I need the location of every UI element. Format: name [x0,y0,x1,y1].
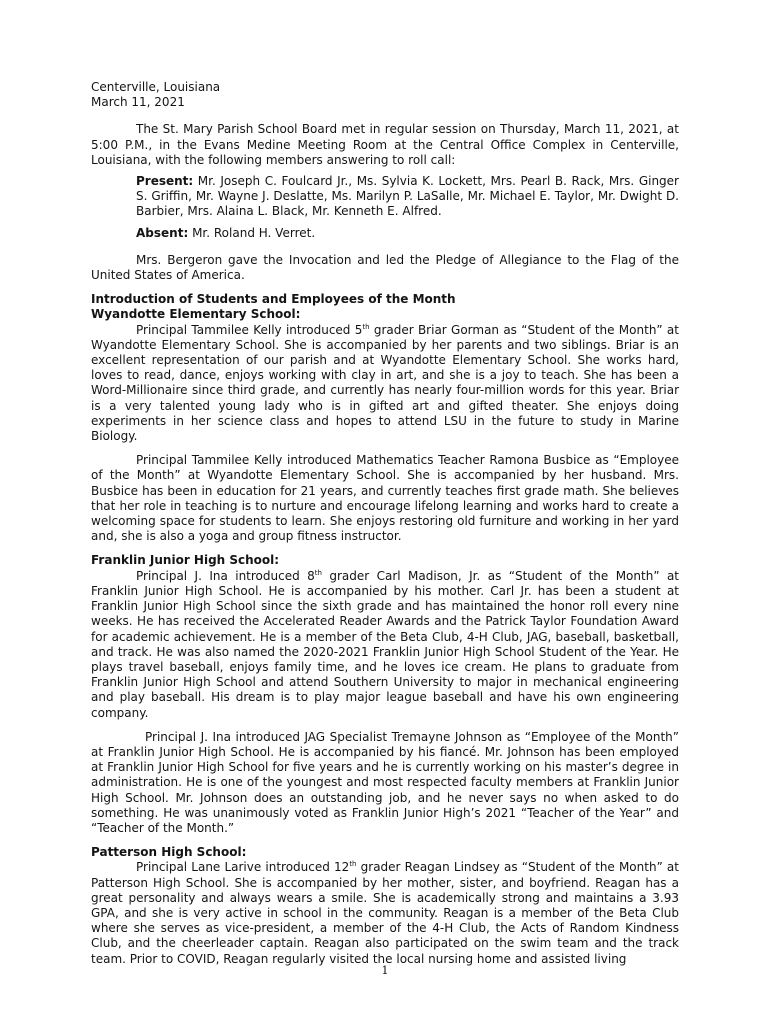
header-date: March 11, 2021 [91,95,185,110]
franklin-student-paragraph: Principal J. Ina introduced 8th grader Carl Madison, Jr. as “Student of the Month” at Franklin Junior High School. He is accompanied by his mother. Carl Jr. has been a student at Franklin Junior High School since the sixth grade and has maintained the honor roll every nine weeks. He has received the Accelerated Reader Awards and the Patrick Taylor Foundation Award for academic achievement. He is a member of the Beta Club, 4-H Club, JAG, baseball, basketball, and track. He was also named the 2020-2021 Franklin Junior High School Student of the Year. He plays travel baseball, enjoys family time, and he loves ice cream. He plans to graduate from Franklin Junior High School and attend Southern University to major in mechanical engineering and play baseball. His dream is to play major league baseball and have his own engineering company. [91,568,680,720]
wyandotte-student-paragraph: Principal Tammilee Kelly introduced 5th grader Briar Gorman as “Student of the Month” at Wyandotte Elementary School. She is accompanied by her parents and two siblings. Briar is an excellent representation of our parish and at Wyandotte Elementary School. She works hard, loves to read, dance, enjoys working with clay in art, and she is a joy to teach. She has been a Word-Millionaire since third grade, and currently has nearly four-million words for this year. Briar is a very talented young lady who is in gifted art and gifted theater. She enjoys doing experiments in her science class and hopes to attend LSU in the future to study in Marine Biology. [91,322,679,444]
page-number: 1 [381,964,389,977]
wyandotte-employee-paragraph: Principal Tammilee Kelly introduced Mathematics Teacher Ramona Busbice as “Employee of the Month” at Wyandotte Elementary School. She is accompanied by her husband. Mrs. Busbice has been in education for 21 years, and currently teaches first grade math. She believes that her role in teaching is to nurture and encourage lifelong learning and works hard to create a welcoming space for students to learn. She enjoys restoring old furniture and working in her yard and, she is also a yoga and group fitness instructor. [91,453,679,544]
opening-paragraph: The St. Mary Parish School Board met in regular session on Thursday, March 11, 2021, at 5:00 P.M., in the Evans Medine Meeting Room at the Central Office Complex in Centerville, Louisiana, with the following members answering to roll call: [91,122,679,167]
present-members: Mr. Joseph C. Foulcard Jr., Ms. Sylvia K. Lockett, Mrs. Pearl B. Rack, Mrs. Ginger S. Griffin, Mr. Wayne J. Deslatte, Ms. Marilyn P. LaSalle, Mr. Michael E. Taylor, Mr. Dwight D. Barbier, Mrs. Alaina L. Black, Mr. Kenneth E. Alfred. [136,174,679,219]
absent-label: Absent: [136,225,189,240]
header-location: Centerville, Louisiana [91,80,221,94]
roll-call-absent [136,226,679,241]
present-label: Present: [136,174,194,189]
patterson-student-paragraph: Principal Lane Larive introduced 12th grader Reagan Lindsey as “Student of the Month” at Patterson High School. She is accompanied by her mother, sister, and boyfriend. Reagan has a great personality and always wears a smile. She is academically strong and maintains a 3.93 GPA, and she is very active in school in the community. Reagan is a member of the Beta Club where she serves as vice-president, a member of the 4-H Club, the Acts of Random Kindness Club, and the cheerleader captain. Reagan also participated on the swim team and the track team. Prior to COVID, Reagan regularly visited the local nursing home and assisted living [91,860,679,966]
wyandotte-heading: Wyandotte Elementary School: [91,307,301,322]
franklin-heading: Franklin Junior High School: [91,553,280,568]
section-title: Introduction of Students and Employees of the Month [91,292,456,307]
absent-members: Mr. Roland H. Verret. [188,225,316,240]
franklin-employee-paragraph: Principal J. Ina introduced JAG Specialist Tremayne Johnson as “Employee of the Month” at Franklin Junior High School. He is accompanied by his fiancé. Mr. Johnson has been employed at Franklin Junior High School for five years and he is currently working on his master’s degree in administration. He is one of the youngest and most respected faculty members at Franklin Junior High School. Mr. Johnson does an outstanding job, and he never says no when asked to do something. He was unanimously voted as Franklin Junior High’s 2021 “Teacher of the Year” and “Teacher of the Month.” [91,729,679,835]
roll-call-present [136,174,679,220]
document-body [91,80,679,967]
patterson-heading: Patterson High School: [91,845,247,860]
invocation-paragraph: Mrs. Bergeron gave the Invocation and led the Pledge of Allegiance to the Flag of the United States of America. [91,252,679,283]
